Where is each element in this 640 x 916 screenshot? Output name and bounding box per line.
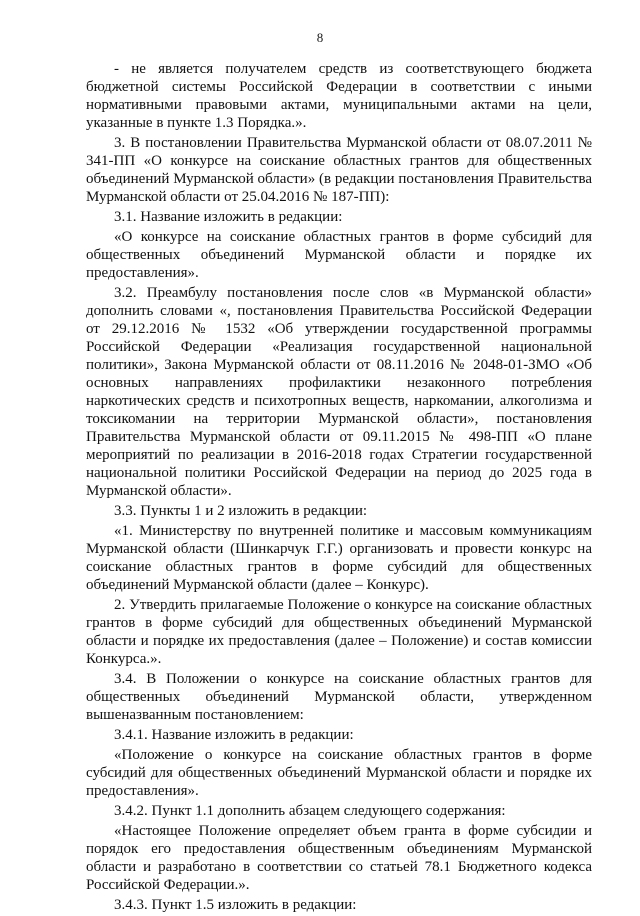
page-number: 8 <box>316 30 324 45</box>
paragraph-13: «Настоящее Положение определяет объем гранта в форме субсидии и порядок его предоставления общественным объединениям Мурманской области и разработано в соответствии со статьей 78.1 Бюджетного кодекса Российской Федерации.». <box>86 823 592 893</box>
paragraph-12: 3.4.2. Пункт 1.1 дополнить абзацем следующего содержания: <box>114 803 506 819</box>
paragraph-6: 3.3. Пункты 1 и 2 изложить в редакции: <box>114 503 368 519</box>
paragraph-9: 3.4. В Положении о конкурсе на соискание областных грантов для общественных объединений Мурманской области, утвержденном вышеназванным постановлением: <box>86 671 592 723</box>
paragraph-10: 3.4.1. Название изложить в редакции: <box>114 727 354 743</box>
paragraph-2: 3. В постановлении Правительства Мурманской области от 08.07.2011 № 341-ПП «О конкурсе на соискание областных грантов для общественных объединений Мурманской области» (в редакции постановления Правительства Мурманской области от 25.04.2016 № 187-ПП): <box>86 135 592 205</box>
paragraph-14: 3.4.3. Пункт 1.5 изложить в редакции: <box>114 897 357 913</box>
paragraph-11: «Положение о конкурсе на соискание областных грантов в форме субсидий для общественных объединений Мурманской области и порядке их предоставления». <box>86 747 592 799</box>
paragraph-5: 3.2. Преамбулу постановления после слов «в Мурманской области» дополнить словами «, постановления Правительства Российской Федерации от 29.12.2016 № 1532 «Об утверждении государственной программы Российской Федерации «Реализация государственной национальной политики», Закона Мурманской области от 08.11.2016 № 2048-01-ЗМО «Об основных направлениях профилактики незаконного потребления наркотических средств и психотропных веществ, наркомании, алкоголизма и токсикомании на территории Мурманской области», постановления Правительства Мурманской области от 09.11.2015 № 498-ПП «О плане мероприятий по реализации в 2016-2018 годах Стратегии государственной национальной политики Российской Федерации на период до 2025 года в Мурманской области». <box>86 285 592 499</box>
paragraph-3: 3.1. Название изложить в редакции: <box>114 209 343 225</box>
paragraph-4: «О конкурсе на соискание областных грантов в форме субсидий для общественных объединений Мурманской области и порядке их предоставления». <box>86 229 592 281</box>
paragraph-1: - не является получателем средств из соответствующего бюджета бюджетной системы Российской Федерации в соответствии с иными нормативными правовыми актами, муниципальными актами на цели, указанные в пункте 1.3 Порядка.». <box>86 61 592 131</box>
paragraph-7: «1. Министерству по внутренней политике и массовым коммуникациям Мурманской области (Шинкарчук Г.Г.) организовать и провести конкурс на соискание областных грантов в форме субсидий для общественных объединений Мурманской области (далее – Конкурс). <box>86 523 592 593</box>
document-body <box>86 60 592 916</box>
paragraph-8: 2. Утвердить прилагаемые Положение о конкурсе на соискание областных грантов в форме субсидий для общественных объединений Мурманской области и порядке их предоставления (далее – Положение) и состав комиссии Конкурса.». <box>86 597 592 667</box>
